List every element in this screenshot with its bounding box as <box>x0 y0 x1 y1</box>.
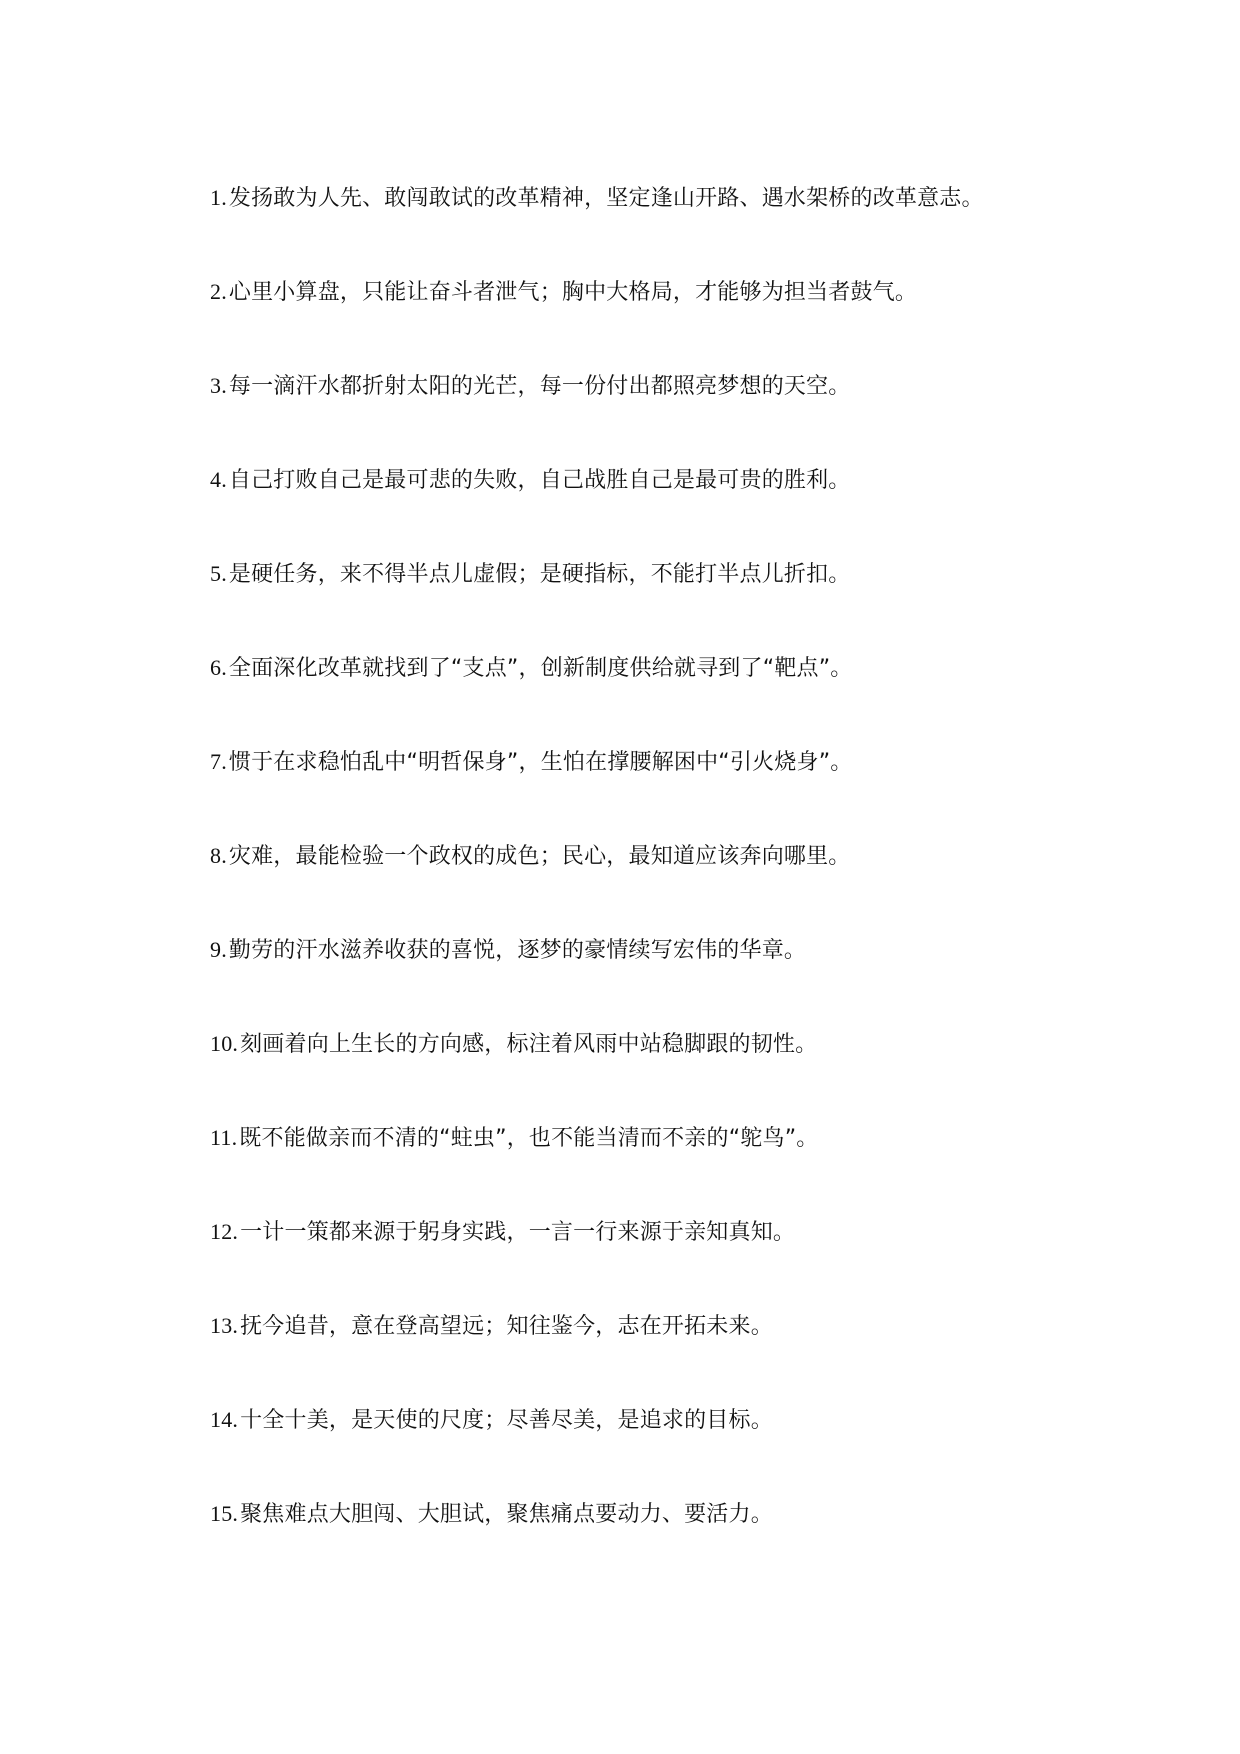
list-item <box>210 833 1210 927</box>
item-text: 灾难，最能检验一个政权的成色；民心，最知道应该奔向哪里。 <box>228 844 851 869</box>
item-number: 15. <box>210 1501 239 1526</box>
list-item <box>210 1021 1210 1115</box>
item-number: 2. <box>210 279 227 304</box>
list-item <box>210 551 1210 645</box>
list-item <box>210 1491 1210 1585</box>
item-text: 既不能做亲而不清的“蛀虫”，也不能当清而不亲的“鸵鸟”。 <box>239 1126 819 1151</box>
item-number: 13. <box>210 1313 239 1338</box>
list-item <box>210 1397 1210 1491</box>
item-text: 惯于在求稳怕乱中“明哲保身”，生怕在撑腰解困中“引火烧身”。 <box>228 750 853 775</box>
list-item <box>210 457 1210 551</box>
item-number: 9. <box>210 937 227 962</box>
list-item <box>210 1209 1210 1303</box>
item-number: 4. <box>210 467 227 492</box>
item-number: 10. <box>210 1031 239 1056</box>
item-text: 每一滴汗水都折射太阳的光芒，每一份付出都照亮梦想的天空。 <box>228 374 851 399</box>
item-text: 十全十美，是天使的尺度；尽善尽美，是追求的目标。 <box>240 1408 773 1433</box>
item-text: 聚焦难点大胆闯、大胆试，聚焦痛点要动力、要活力。 <box>240 1502 773 1527</box>
quote-list <box>210 175 1210 1585</box>
list-item <box>210 363 1210 457</box>
item-text: 勤劳的汗水滋养收获的喜悦，逐梦的豪情续写宏伟的华章。 <box>228 938 807 963</box>
item-text: 发扬敢为人先、敢闯敢试的改革精神，坚定逢山开路、遇水架桥的改革意志。 <box>228 186 984 211</box>
item-text: 心里小算盘，只能让奋斗者泄气；胸中大格局，才能够为担当者鼓气。 <box>228 280 918 305</box>
item-number: 1. <box>210 185 227 210</box>
item-number: 14. <box>210 1407 239 1432</box>
item-number: 6. <box>210 655 227 680</box>
list-item <box>210 927 1210 1021</box>
item-number: 8. <box>210 843 227 868</box>
list-item <box>210 739 1210 833</box>
item-number: 5. <box>210 561 227 586</box>
item-number: 3. <box>210 373 227 398</box>
item-number: 11. <box>210 1125 238 1150</box>
list-item <box>210 175 1210 269</box>
item-text: 全面深化改革就找到了“支点”，创新制度供给就寻到了“靶点”。 <box>228 656 853 681</box>
list-item <box>210 645 1210 739</box>
item-text: 抚今追昔，意在登高望远；知往鉴今，志在开拓未来。 <box>240 1314 773 1339</box>
item-text: 一计一策都来源于躬身实践，一言一行来源于亲知真知。 <box>240 1220 796 1245</box>
item-number: 7. <box>210 749 227 774</box>
list-item <box>210 269 1210 363</box>
item-text: 刻画着向上生长的方向感，标注着风雨中站稳脚跟的韧性。 <box>240 1032 818 1057</box>
item-text: 是硬任务，来不得半点儿虚假；是硬指标，不能打半点儿折扣。 <box>228 562 851 587</box>
list-item <box>210 1115 1210 1209</box>
list-item <box>210 1303 1210 1397</box>
item-text: 自己打败自己是最可悲的失败，自己战胜自己是最可贵的胜利。 <box>228 468 851 493</box>
item-number: 12. <box>210 1219 239 1244</box>
